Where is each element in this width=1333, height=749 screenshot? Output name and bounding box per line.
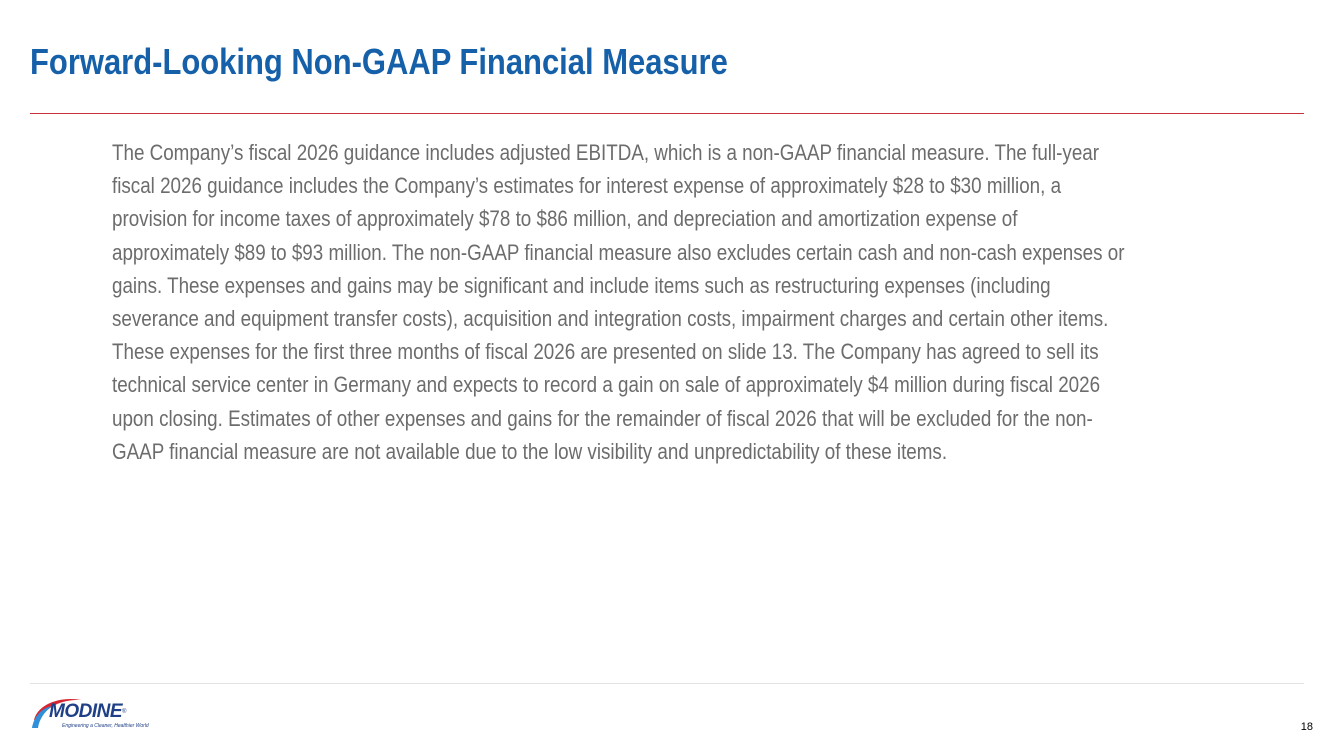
footer-divider xyxy=(30,683,1304,684)
logo-tagline: Engineering a Cleaner, Healthier World xyxy=(62,723,149,729)
page-number: 18 xyxy=(1300,721,1313,733)
body-paragraph: The Company’s fiscal 2026 guidance includes adjusted EBITDA, which is a non-GAAP financial measure. The full-year fiscal 2026 guidance includes the Company’s estimates for interest expense of approximately $28 to $30 million, a provision for income taxes of approximately $78 to $86 million, and depreciation and amortization expense of approximately $89 to $93 million. The non-GAAP financial measure also excludes certain cash and non-cash expenses or gains. These expenses and gains may be significant and include items such as restructuring expenses (including severance and equipment transfer costs), acquisition and integration costs, impairment charges and certain other items. These expenses for the first three months of fiscal 2026 are presented on slide 13. The Company has agreed to sell its technical service center in Germany and expects to record a gain on sale of approximately $4 million during fiscal 2026 upon closing. Estimates of other expenses and gains for the remainder of fiscal 2026 that will be excluded for the non-GAAP financial measure are not available due to the low visibility and unpredictability of these items. xyxy=(112,140,1125,464)
slide-title: Forward-Looking Non-GAAP Financial Measure xyxy=(30,41,728,82)
title-divider xyxy=(30,113,1304,114)
logo-wordmark: MODINE® xyxy=(49,701,126,722)
company-logo xyxy=(30,694,160,736)
